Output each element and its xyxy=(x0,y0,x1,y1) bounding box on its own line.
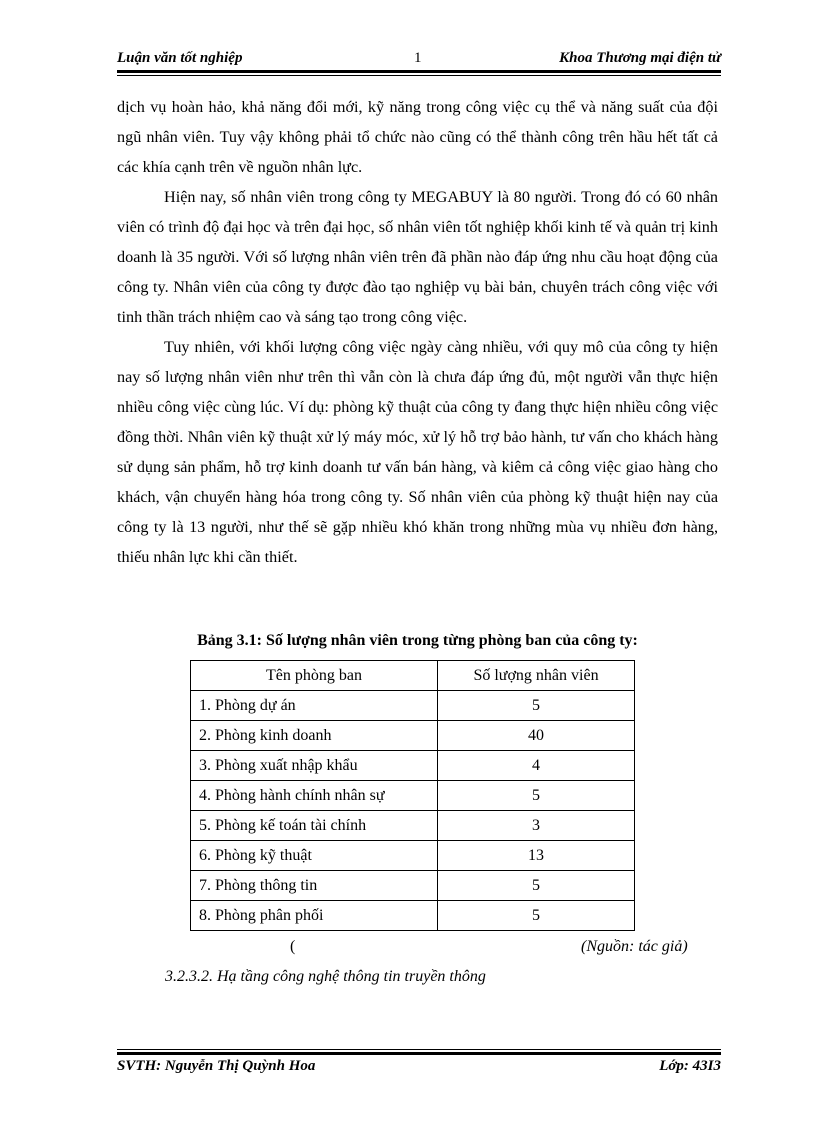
department-name: 2. Phòng kinh doanh xyxy=(191,721,438,751)
footer-student: SVTH: Nguyễn Thị Quỳnh Hoa xyxy=(117,1058,316,1074)
department-name: 5. Phòng kế toán tài chính xyxy=(191,811,438,841)
department-name: 6. Phòng kỹ thuật xyxy=(191,841,438,871)
stray-parenthesis: ( xyxy=(290,938,296,955)
body-text xyxy=(117,92,718,572)
footer-rule-thin xyxy=(117,1049,721,1050)
staff-table xyxy=(190,660,635,931)
column-header-count: Số lượng nhân viên xyxy=(438,661,635,691)
table-row xyxy=(191,781,635,811)
header-faculty: Khoa Thương mại điện tử xyxy=(559,50,721,66)
table-row xyxy=(191,841,635,871)
staff-count: 5 xyxy=(438,781,635,811)
page-footer xyxy=(117,1058,721,1080)
footer-class: Lớp: 43I3 xyxy=(659,1058,721,1074)
table-row xyxy=(191,691,635,721)
table-row xyxy=(191,871,635,901)
header-rule-thin xyxy=(117,75,721,76)
footer-rule-thick xyxy=(117,1052,721,1055)
table-source: (Nguồn: tác giả) xyxy=(581,938,688,955)
department-name: 3. Phòng xuất nhập khẩu xyxy=(191,751,438,781)
table-header-row xyxy=(191,661,635,691)
staff-count: 3 xyxy=(438,811,635,841)
department-name: 7. Phòng thông tin xyxy=(191,871,438,901)
department-name: 1. Phòng dự án xyxy=(191,691,438,721)
section-subheading: 3.2.3.2. Hạ tầng công nghệ thông tin truyền thông xyxy=(165,968,486,985)
staff-count: 5 xyxy=(438,871,635,901)
staff-count: 5 xyxy=(438,901,635,931)
page-header xyxy=(117,48,721,70)
staff-count: 4 xyxy=(438,751,635,781)
table-row xyxy=(191,811,635,841)
paragraph: Tuy nhiên, với khối lượng công việc ngày càng nhiều, với quy mô của công ty hiện nay số lượng nhân viên như trên thì vẫn còn là chưa đáp ứng đủ, một người vẫn thực hiện nhiều công việc cùng lúc. Ví dụ: phòng kỹ thuật của công ty đang thực hiện nhiều công việc đồng thời. Nhân viên kỹ thuật xử lý máy móc, xử lý hỗ trợ bảo hành, tư vấn cho khách hàng sử dụng sản phẩm, hỗ trợ kinh doanh tư vấn bán hàng, và kiêm cả công việc giao hàng cho khách, vận chuyển hàng hóa trong công ty. Số nhân viên của phòng kỹ thuật hiện nay của công ty là 13 người, như thế sẽ gặp nhiều khó khăn trong những mùa vụ nhiều đơn hàng, thiếu nhân lực khi cần thiết. xyxy=(117,338,718,566)
page-number: 1 xyxy=(414,50,422,66)
paragraph: Hiện nay, số nhân viên trong công ty MEGABUY là 80 người. Trong đó có 60 nhân viên có trình độ đại học và trên đại học, số nhân viên tốt nghiệp khối kinh tế và quản trị kinh doanh là 35 người. Với số lượng nhân viên trên đã phần nào đáp ứng nhu cầu hoạt động của công ty. Nhân viên của công ty được đào tạo nghiệp vụ bài bản, chuyên trách công việc với tinh thần trách nhiệm cao và sáng tạo trong công việc. xyxy=(117,188,718,326)
table-row xyxy=(191,901,635,931)
table-caption: Bảng 3.1: Số lượng nhân viên trong từng phòng ban của công ty: xyxy=(197,632,638,649)
department-name: 4. Phòng hành chính nhân sự xyxy=(191,781,438,811)
table-row xyxy=(191,721,635,751)
paragraph: dịch vụ hoàn hảo, khả năng đổi mới, kỹ năng trong công việc cụ thể và năng suất của đội ngũ nhân viên. Tuy vậy không phải tổ chức nào cũng có thể thành công trên hầu hết tất cả các khía cạnh trên về nguồn nhân lực. xyxy=(117,98,718,176)
table-row xyxy=(191,751,635,781)
staff-count: 13 xyxy=(438,841,635,871)
header-thesis-title: Luận văn tốt nghiệp xyxy=(117,50,243,66)
department-name: 8. Phòng phân phối xyxy=(191,901,438,931)
staff-count: 5 xyxy=(438,691,635,721)
column-header-department: Tên phòng ban xyxy=(191,661,438,691)
header-rule-thick xyxy=(117,70,721,73)
staff-count: 40 xyxy=(438,721,635,751)
